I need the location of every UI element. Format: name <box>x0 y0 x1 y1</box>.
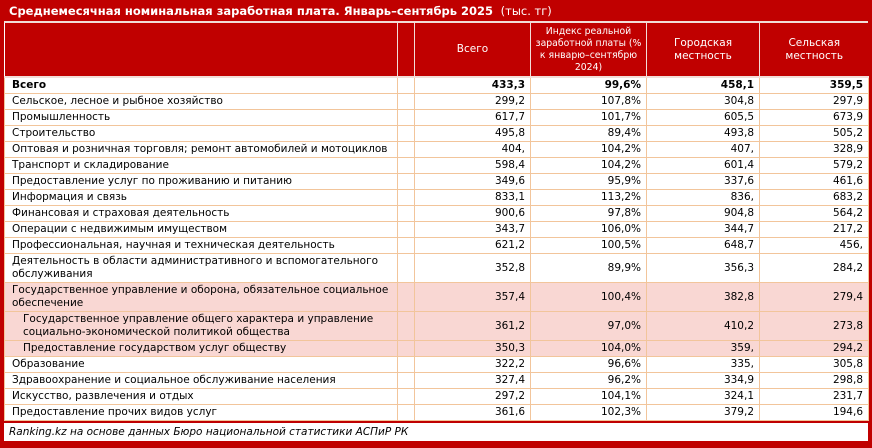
page-title-text: Среднемесячная номинальная заработная плата. Январь–сентябрь 2025 <box>9 4 493 18</box>
spacer-cell <box>398 94 415 110</box>
cell-urban: 904,8 <box>647 206 760 222</box>
table-row <box>5 238 869 254</box>
cell-index: 95,9% <box>531 174 647 190</box>
cell-index: 100,4% <box>531 283 647 312</box>
cell-urban: 648,7 <box>647 238 760 254</box>
cell-rural: 294,2 <box>760 341 869 357</box>
page-title-unit: (тыс. тг) <box>500 4 552 18</box>
cell-total: 900,6 <box>415 206 531 222</box>
column-header-label <box>5 23 398 77</box>
cell-rural: 461,6 <box>760 174 869 190</box>
cell-total: 297,2 <box>415 389 531 405</box>
spacer-cell <box>398 389 415 405</box>
cell-index: 104,0% <box>531 341 647 357</box>
cell-urban: 334,9 <box>647 373 760 389</box>
cell-total: 357,4 <box>415 283 531 312</box>
cell-index: 96,6% <box>531 357 647 373</box>
cell-index: 106,0% <box>531 222 647 238</box>
table-row <box>5 77 869 94</box>
cell-total: 327,4 <box>415 373 531 389</box>
cell-index: 97,0% <box>531 312 647 341</box>
row-label: Образование <box>5 357 398 373</box>
cell-rural: 298,8 <box>760 373 869 389</box>
spacer-cell <box>398 174 415 190</box>
table-row <box>5 312 869 341</box>
cell-urban: 601,4 <box>647 158 760 174</box>
cell-index: 89,9% <box>531 254 647 283</box>
spacer-cell <box>398 341 415 357</box>
cell-total: 299,2 <box>415 94 531 110</box>
cell-rural: 297,9 <box>760 94 869 110</box>
spacer-cell <box>398 405 415 421</box>
cell-urban: 605,5 <box>647 110 760 126</box>
cell-rural: 279,4 <box>760 283 869 312</box>
cell-urban: 324,1 <box>647 389 760 405</box>
cell-index: 101,7% <box>531 110 647 126</box>
bottom-border-strip <box>4 441 868 448</box>
row-label: Промышленность <box>5 110 398 126</box>
table-row <box>5 222 869 238</box>
row-label: Профессиональная, научная и техническая деятельность <box>5 238 398 254</box>
cell-urban: 379,2 <box>647 405 760 421</box>
page-title <box>4 0 868 23</box>
cell-rural: 328,9 <box>760 142 869 158</box>
cell-total: 833,1 <box>415 190 531 206</box>
spacer-cell <box>398 238 415 254</box>
table-header <box>5 23 869 77</box>
cell-index: 107,8% <box>531 94 647 110</box>
cell-urban: 304,8 <box>647 94 760 110</box>
cell-total: 404, <box>415 142 531 158</box>
spacer-cell <box>398 312 415 341</box>
wage-table <box>4 23 869 421</box>
table-header-row <box>5 23 869 77</box>
spacer-cell <box>398 142 415 158</box>
cell-rural: 217,2 <box>760 222 869 238</box>
cell-rural: 273,8 <box>760 312 869 341</box>
row-label: Строительство <box>5 126 398 142</box>
cell-total: 350,3 <box>415 341 531 357</box>
cell-total: 361,6 <box>415 405 531 421</box>
row-label: Сельское, лесное и рыбное хозяйство <box>5 94 398 110</box>
column-header-index: Индекс реальной заработной платы (% к январю–сентябрю 2024) <box>531 23 647 77</box>
spacer-cell <box>398 206 415 222</box>
spacer-cell <box>398 110 415 126</box>
table-row <box>5 158 869 174</box>
table-row <box>5 110 869 126</box>
cell-urban: 337,6 <box>647 174 760 190</box>
cell-rural: 456, <box>760 238 869 254</box>
row-label: Деятельность в области административного и вспомогательного обслуживания <box>5 254 398 283</box>
spacer-cell <box>398 158 415 174</box>
cell-rural: 194,6 <box>760 405 869 421</box>
row-label: Искусство, развлечения и отдых <box>5 389 398 405</box>
source-note: Ranking.kz на основе данных Бюро национальной статистики АСПиР РК <box>4 421 868 441</box>
cell-urban: 407, <box>647 142 760 158</box>
cell-total: 343,7 <box>415 222 531 238</box>
cell-total: 352,8 <box>415 254 531 283</box>
spacer-cell <box>398 283 415 312</box>
table-row <box>5 357 869 373</box>
table-row <box>5 341 869 357</box>
spacer-cell <box>398 254 415 283</box>
row-label: Транспорт и складирование <box>5 158 398 174</box>
row-label: Государственное управление и оборона, обязательное социальное обеспечение <box>5 283 398 312</box>
cell-index: 113,2% <box>531 190 647 206</box>
table-row <box>5 174 869 190</box>
cell-total: 598,4 <box>415 158 531 174</box>
row-label: Информация и связь <box>5 190 398 206</box>
cell-urban: 359, <box>647 341 760 357</box>
row-label: Государственное управление общего характера и управление социально-экономической политикой общества <box>5 312 398 341</box>
cell-rural: 673,9 <box>760 110 869 126</box>
table-row <box>5 126 869 142</box>
cell-total: 617,7 <box>415 110 531 126</box>
cell-total: 349,6 <box>415 174 531 190</box>
spacer-cell <box>398 373 415 389</box>
cell-total: 433,3 <box>415 77 531 94</box>
row-label: Финансовая и страховая деятельность <box>5 206 398 222</box>
row-label: Предоставление услуг по проживанию и питанию <box>5 174 398 190</box>
cell-index: 104,2% <box>531 158 647 174</box>
table-row <box>5 206 869 222</box>
table-row <box>5 373 869 389</box>
spacer-cell <box>398 222 415 238</box>
cell-rural: 564,2 <box>760 206 869 222</box>
cell-index: 104,2% <box>531 142 647 158</box>
cell-index: 96,2% <box>531 373 647 389</box>
row-label: Здравоохранение и социальное обслуживание населения <box>5 373 398 389</box>
cell-total: 495,8 <box>415 126 531 142</box>
cell-urban: 382,8 <box>647 283 760 312</box>
cell-urban: 410,2 <box>647 312 760 341</box>
cell-total: 322,2 <box>415 357 531 373</box>
row-label: Предоставление прочих видов услуг <box>5 405 398 421</box>
spacer-cell <box>398 357 415 373</box>
column-header-rural: Сельская местность <box>760 23 869 77</box>
cell-rural: 505,2 <box>760 126 869 142</box>
row-label: Оптовая и розничная торговля; ремонт автомобилей и мотоциклов <box>5 142 398 158</box>
cell-index: 99,6% <box>531 77 647 94</box>
table-row <box>5 389 869 405</box>
table-row <box>5 190 869 206</box>
cell-urban: 493,8 <box>647 126 760 142</box>
table-row <box>5 94 869 110</box>
spacer-cell <box>398 190 415 206</box>
cell-rural: 359,5 <box>760 77 869 94</box>
cell-rural: 284,2 <box>760 254 869 283</box>
table-row <box>5 283 869 312</box>
table-row <box>5 142 869 158</box>
spacer-cell <box>398 77 415 94</box>
row-label: Операции с недвижимым имуществом <box>5 222 398 238</box>
table-row <box>5 254 869 283</box>
cell-urban: 356,3 <box>647 254 760 283</box>
cell-index: 89,4% <box>531 126 647 142</box>
cell-total: 361,2 <box>415 312 531 341</box>
column-header-spacer <box>398 23 415 77</box>
cell-index: 100,5% <box>531 238 647 254</box>
row-label: Предоставление государством услуг обществу <box>5 341 398 357</box>
column-header-total: Всего <box>415 23 531 77</box>
cell-rural: 579,2 <box>760 158 869 174</box>
cell-index: 102,3% <box>531 405 647 421</box>
table-body <box>5 77 869 421</box>
cell-total: 621,2 <box>415 238 531 254</box>
cell-urban: 335, <box>647 357 760 373</box>
cell-rural: 231,7 <box>760 389 869 405</box>
cell-index: 104,1% <box>531 389 647 405</box>
column-header-urban: Городская местность <box>647 23 760 77</box>
cell-index: 97,8% <box>531 206 647 222</box>
spacer-cell <box>398 126 415 142</box>
cell-urban: 344,7 <box>647 222 760 238</box>
cell-rural: 305,8 <box>760 357 869 373</box>
cell-urban: 836, <box>647 190 760 206</box>
cell-urban: 458,1 <box>647 77 760 94</box>
table-row <box>5 405 869 421</box>
cell-rural: 683,2 <box>760 190 869 206</box>
row-label: Всего <box>5 77 398 94</box>
